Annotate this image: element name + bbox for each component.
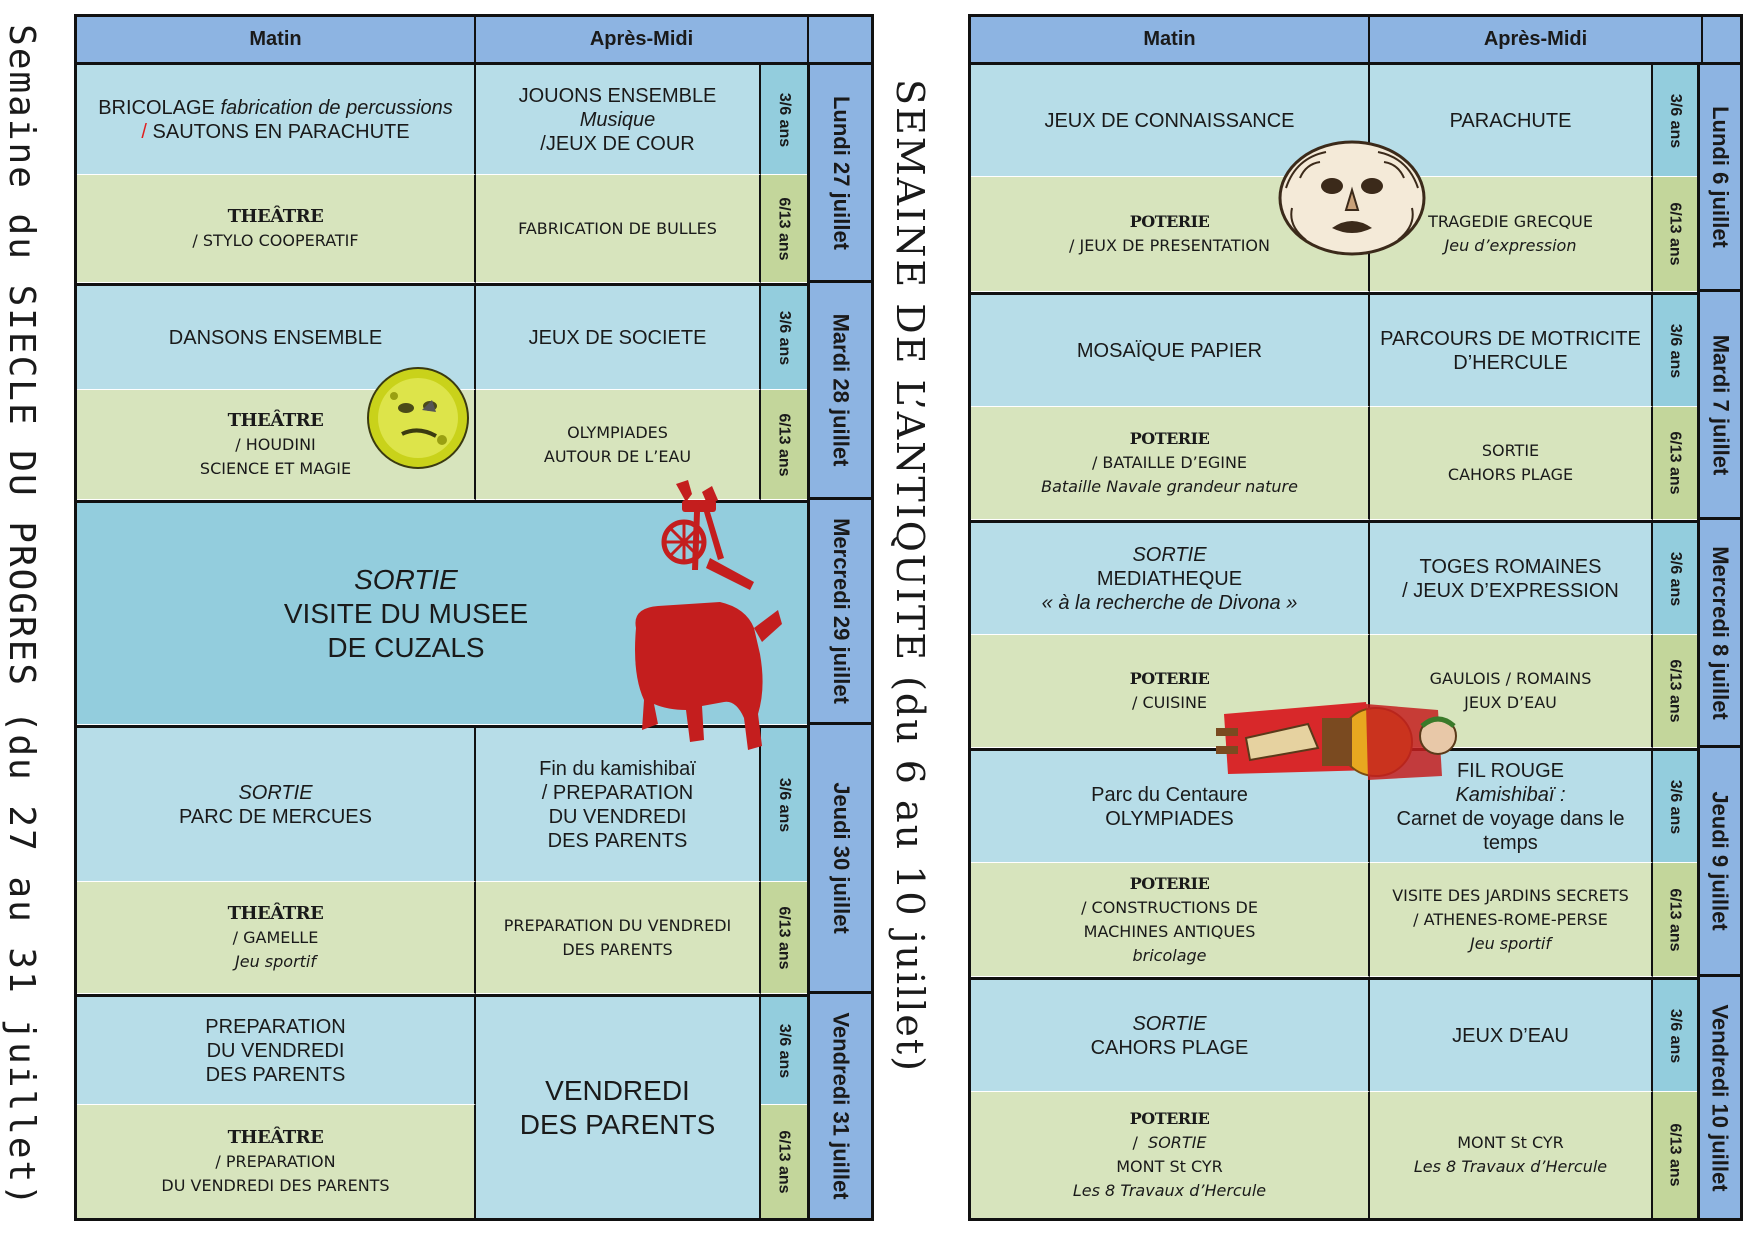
r-vendredi-old-morning: POTERIE / SORTIE MONT St CYR Les 8 Travaux d’Hercule bbox=[971, 1092, 1370, 1218]
header-matin: Matin bbox=[77, 17, 476, 65]
lundi-age-young: 3/6 ans bbox=[761, 65, 807, 175]
r-jeudi-old-afternoon: VISITE DES JARDINS SECRETS / ATHENES-ROME-PERSE Jeu sportif bbox=[1370, 863, 1653, 977]
header-apres-midi-right: Après-Midi bbox=[1370, 17, 1703, 65]
day-mercredi-29: Mercredi 29 juillet bbox=[807, 500, 871, 725]
day-vendredi-31: Vendredi 31 juillet bbox=[807, 994, 871, 1218]
day-mardi-28: Mardi 28 juillet bbox=[807, 283, 871, 500]
day-lundi-6: Lundi 6 juillet bbox=[1697, 65, 1740, 292]
jeudi-old-morning: THEÂTRE / GAMELLE Jeu sportif bbox=[77, 882, 476, 994]
day-jeudi-9: Jeudi 9 juillet bbox=[1697, 748, 1740, 977]
r-lundi-old-afternoon: TRAGEDIE GRECQUE Jeu d’expression bbox=[1370, 177, 1653, 292]
r-mercredi-age-old: 6/13 ans bbox=[1653, 635, 1697, 748]
vendredi-old-morning: THEÂTRE / PREPARATION DU VENDREDI DES PARENTS bbox=[77, 1105, 476, 1218]
jeudi-young-morning: SORTIE PARC DE MERCUES bbox=[77, 728, 476, 882]
day-mardi-7: Mardi 7 juillet bbox=[1697, 292, 1740, 520]
jeudi-age-young: 3/6 ans bbox=[761, 728, 807, 882]
r-vendredi-age-old: 6/13 ans bbox=[1653, 1092, 1697, 1218]
r-jeudi-young-afternoon: FIL ROUGE Kamishibaï : Carnet de voyage dans le temps bbox=[1370, 751, 1653, 863]
mardi-old-afternoon: OLYMPIADES AUTOUR DE L’EAU bbox=[476, 390, 761, 500]
r-vendredi-age-young: 3/6 ans bbox=[1653, 980, 1697, 1092]
r-lundi-young-morning: JEUX DE CONNAISSANCE bbox=[971, 65, 1370, 177]
r-jeudi-old-morning: POTERIE / CONSTRUCTIONS DE MACHINES ANTIQUES bricolage bbox=[971, 863, 1370, 977]
r-lundi-young-afternoon: PARACHUTE bbox=[1370, 65, 1653, 177]
header-apres-midi: Après-Midi bbox=[476, 17, 809, 65]
r-mercredi-old-morning: POTERIE / CUISINE bbox=[971, 635, 1370, 748]
r-lundi-age-young: 3/6 ans bbox=[1653, 65, 1697, 177]
r-vendredi-old-afternoon: MONT St CYR Les 8 Travaux d’Hercule bbox=[1370, 1092, 1653, 1218]
chariot-horse-illustration bbox=[628, 478, 788, 758]
lundi-old-morning: THEÂTRE / STYLO COOPERATIF bbox=[77, 175, 476, 283]
r-mardi-young-morning: MOSAÏQUE PAPIER bbox=[971, 295, 1370, 407]
r-mardi-age-young: 3/6 ans bbox=[1653, 295, 1697, 407]
roman-figure-illustration bbox=[1216, 684, 1466, 786]
r-mardi-young-afternoon: PARCOURS DE MOTRICITE D’HERCULE bbox=[1370, 295, 1653, 407]
moon-face-illustration bbox=[366, 366, 470, 470]
r-mercredi-young-morning: SORTIE MEDIATHEQUE « à la recherche de Divona » bbox=[971, 523, 1370, 635]
r-mercredi-young-afternoon: TOGES ROMAINES / JEUX D’EXPRESSION bbox=[1370, 523, 1653, 635]
r-lundi-age-old: 6/13 ans bbox=[1653, 177, 1697, 292]
mardi-age-old: 6/13 ans bbox=[761, 390, 807, 500]
vendredi-age-old: 6/13 ans bbox=[761, 1105, 807, 1218]
lundi-young-morning: BRICOLAGE fabrication de percussions / SAUTONS EN PARACHUTE bbox=[77, 65, 476, 175]
r-jeudi-age-old: 6/13 ans bbox=[1653, 863, 1697, 977]
header-spacer-right bbox=[1703, 17, 1740, 65]
r-jeudi-young-morning: Parc du Centaure OLYMPIADES bbox=[971, 751, 1370, 863]
day-vendredi-10: Vendredi 10 juillet bbox=[1697, 977, 1740, 1218]
r-jeudi-age-young: 3/6 ans bbox=[1653, 751, 1697, 863]
day-lundi-27: Lundi 27 juillet bbox=[807, 65, 871, 283]
day-mercredi-8: Mercredi 8 juillet bbox=[1697, 520, 1740, 748]
lundi-young-afternoon: JOUONS ENSEMBLE Musique /JEUX DE COUR bbox=[476, 65, 761, 175]
mardi-young-afternoon: JEUX DE SOCIETE bbox=[476, 286, 761, 390]
theatre-mask-illustration bbox=[1276, 138, 1428, 258]
header-matin-right: Matin bbox=[971, 17, 1370, 65]
jeudi-young-afternoon: Fin du kamishibaï / PREPARATION DU VENDREDI DES PARENTS bbox=[476, 728, 761, 882]
mardi-old-morning: THEÂTRE / HOUDINI SCIENCE ET MAGIE bbox=[77, 390, 476, 500]
vendredi-young-morning: PREPARATION DU VENDREDI DES PARENTS bbox=[77, 997, 476, 1105]
day-jeudi-30: Jeudi 30 juillet bbox=[807, 725, 871, 994]
vendredi-afternoon-parents: VENDREDI DES PARENTS bbox=[476, 997, 761, 1218]
r-mercredi-old-afternoon: GAULOIS / ROMAINS JEUX D’EAU bbox=[1370, 635, 1653, 748]
r-vendredi-young-morning: SORTIE CAHORS PLAGE bbox=[971, 980, 1370, 1092]
r-lundi-old-morning: POTERIE / JEUX DE PRESENTATION bbox=[971, 177, 1370, 292]
jeudi-age-old: 6/13 ans bbox=[761, 882, 807, 994]
mercredi-outing: SORTIE VISITE DU MUSEE DE CUZALS bbox=[77, 503, 807, 725]
mardi-young-morning: DANSONS ENSEMBLE bbox=[77, 286, 476, 390]
lundi-old-afternoon: FABRICATION DE BULLES bbox=[476, 175, 761, 283]
header-spacer bbox=[809, 17, 871, 65]
r-mardi-old-morning: POTERIE / BATAILLE D’EGINE Bataille Navale grandeur nature bbox=[971, 407, 1370, 520]
week-title-antiquite: SEMAINE DE L’ANTIQUITE (du 6 au 10 juillet) bbox=[888, 79, 932, 1073]
r-mardi-age-old: 6/13 ans bbox=[1653, 407, 1697, 520]
r-mercredi-age-young: 3/6 ans bbox=[1653, 523, 1697, 635]
r-vendredi-young-afternoon: JEUX D’EAU bbox=[1370, 980, 1653, 1092]
lundi-age-old: 6/13 ans bbox=[761, 175, 807, 283]
r-mardi-old-afternoon: SORTIE CAHORS PLAGE bbox=[1370, 407, 1653, 520]
jeudi-old-afternoon: PREPARATION DU VENDREDI DES PARENTS bbox=[476, 882, 761, 994]
mardi-age-young: 3/6 ans bbox=[761, 286, 807, 390]
vendredi-age-young: 3/6 ans bbox=[761, 997, 807, 1105]
week-title-progres: Semaine du SIECLE DU PROGRES (du 27 au 31 juillet) bbox=[1, 24, 43, 1208]
